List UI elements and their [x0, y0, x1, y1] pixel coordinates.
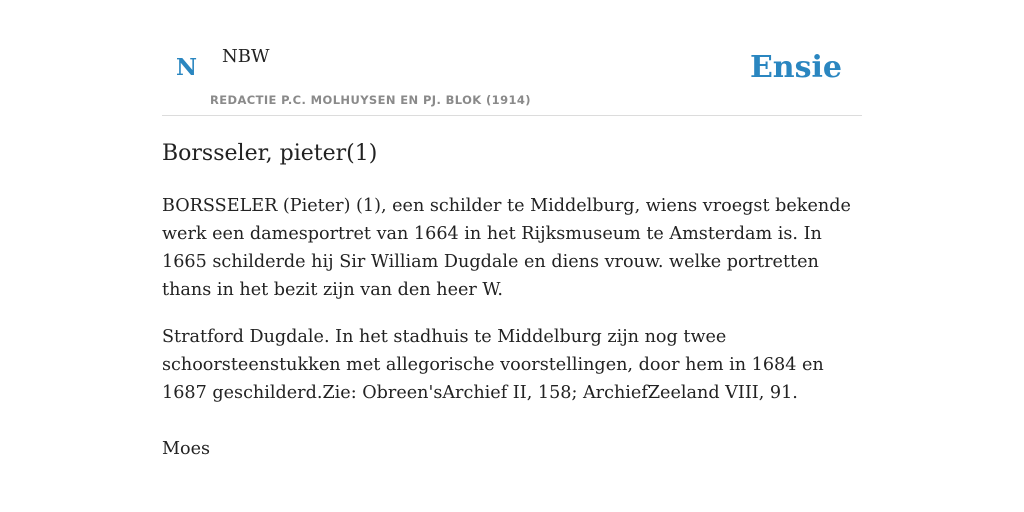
source-header: [162, 0, 862, 116]
article-title: Borsseler, pieter(1): [162, 141, 378, 166]
source-title[interactable]: NBW: [222, 46, 270, 67]
source-logo-icon: N: [176, 54, 198, 81]
article-paragraph: BORSSELER (Pieter) (1), een schilder te Middelburg, wiens vroegst bekende werk een damesportret van 1664 in het Rijksmuseum te Amsterdam is. In 1665 schilderde hij Sir William Dugdale en diens vrouw. welke portretten thans in het bezit zijn van den heer W.: [162, 196, 851, 300]
article-author: Moes: [162, 439, 211, 459]
source-subtitle: REDACTIE P.C. MOLHUYSEN EN PJ. BLOK (1914): [210, 93, 531, 107]
article-paragraph: Stratford Dugdale. In het stadhuis te Middelburg zijn nog twee schoorsteenstukken met allegorische voorstellingen, door hem in 1684 en 1687 geschilderd.Zie: Obreen'sArchief II, 158; ArchiefZeeland VIII, 91.: [162, 327, 824, 403]
brand-logo-link[interactable]: Ensie: [749, 50, 842, 85]
page: [162, 0, 862, 512]
